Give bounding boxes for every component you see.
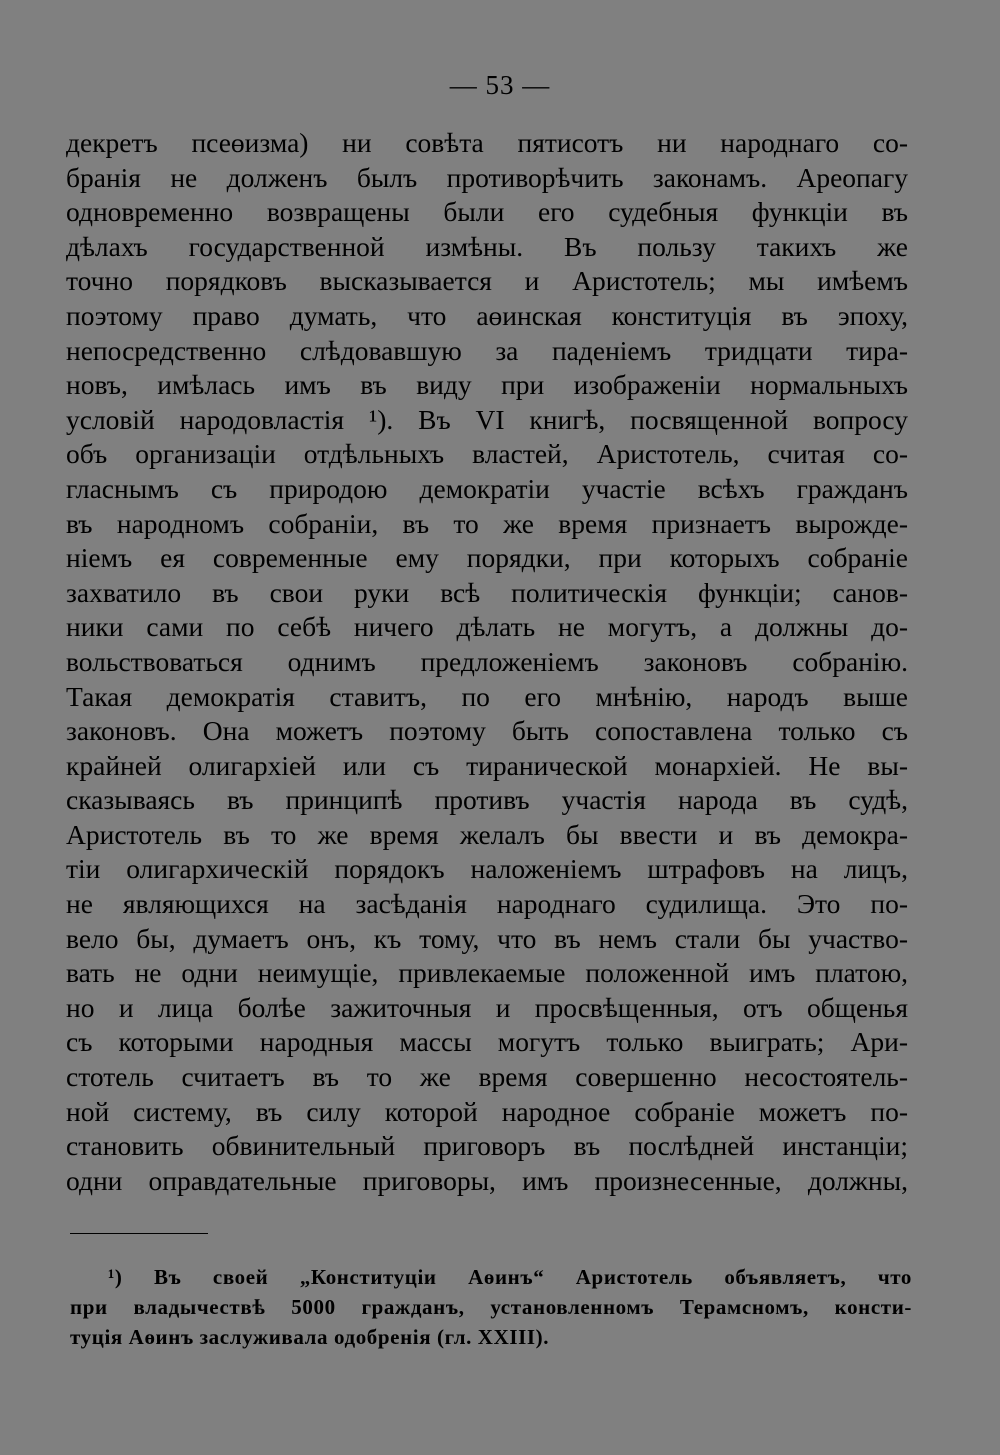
text-line: въ народномъ собраніи, въ то же время признаетъ вырожде- — [66, 507, 908, 539]
text-line: одновременно возвращены были его судебныя функціи въ — [66, 196, 908, 228]
text-line: тіи олигархическій порядокъ наложеніемъ штрафовъ на лицъ, — [66, 853, 908, 885]
text-line: поэтому право думать, что аөинская конституція въ эпоху, — [66, 299, 908, 331]
text-line: съ которыми народныя массы могутъ только выиграть; Ари- — [66, 1026, 908, 1058]
body-text — [66, 126, 908, 1198]
text-line: стотель считаетъ въ то же время совершенно несостоятель- — [66, 1061, 908, 1093]
page-number: — 53 — — [449, 70, 551, 100]
text-line: захватило въ свои руки всѣ политическія функціи; санов- — [66, 576, 908, 608]
text-line: гласнымъ съ природою демократіи участіе всѣхъ гражданъ — [66, 472, 908, 504]
text-line: становить обвинительный приговоръ въ послѣдней инстанціи; — [66, 1130, 908, 1162]
text-line: сказываясь въ принципѣ противъ участія народа въ судѣ, — [66, 784, 908, 816]
text-line: законовъ. Она можетъ поэтому быть сопоставлена только съ — [66, 715, 908, 747]
text-line: но и лица болѣе зажиточныя и просвѣщенныя, отъ общенья — [66, 991, 908, 1023]
text-line: ніемъ ея современные ему порядки, при которыхъ собраніе — [66, 542, 908, 574]
footnote-separator — [70, 1233, 208, 1234]
text-line: условій народовластія ¹). Въ VI книгѣ, посвященной вопросу — [66, 403, 908, 435]
text-line: объ организаціи отдѣльныхъ властей, Аристотель, считая со- — [66, 438, 908, 470]
text-line: бранія не долженъ былъ противорѣчить законамъ. Ареопагу — [66, 161, 908, 193]
text-line: вело бы, думаетъ онъ, къ тому, что въ немъ стали бы участво- — [66, 922, 908, 954]
text-line: ной систему, въ силу которой народное собраніе можетъ по- — [66, 1095, 908, 1127]
text-line: непосредственно слѣдовавшую за паденіемъ тридцати тира- — [66, 334, 908, 366]
text-line: вольствоваться однимъ предложеніемъ законовъ собранію. — [66, 645, 908, 677]
text-line: одни оправдательные приговоры, имъ произнесенные, должны, — [66, 1164, 908, 1196]
text-line: вать не одни неимущіе, привлекаемые положенной имъ платою, — [66, 957, 908, 989]
footnotes — [70, 1262, 912, 1352]
text-line: декретъ псеөизма) ни совѣта пятисотъ ни народнаго со- — [66, 127, 908, 158]
text-line: Такая демократія ставитъ, по его мнѣнію, народъ выше — [66, 680, 908, 712]
footnote-line: ¹) Въ своей „Конституціи Аөинъ“ Аристотель объявляетъ, что — [108, 1265, 912, 1289]
footnote-line: при владычествѣ 5000 гражданъ, установленномъ Терамсномъ, консти- — [70, 1295, 912, 1319]
text-line: крайней олигархіей или съ тиранической монархіей. Не вы- — [66, 749, 908, 781]
text-line: дѣлахъ государственной измѣны. Въ пользу такихъ же — [66, 230, 908, 262]
text-line: не являющихся на засѣданія народнаго судилища. Это по- — [66, 888, 908, 920]
text-line: точно порядковъ высказывается и Аристотель; мы имѣемъ — [66, 265, 908, 297]
text-line: Аристотель въ то же время желалъ бы ввести и въ демокра- — [66, 818, 908, 850]
text-line: ники сами по себѣ ничего дѣлать не могутъ, а должны до- — [66, 611, 908, 643]
footnote-line: туція Аөинъ заслуживала одобренія (гл. XXIII). — [70, 1325, 550, 1349]
text-line: новъ, имѣлась имъ въ виду при изображеніи нормальныхъ — [66, 369, 908, 401]
